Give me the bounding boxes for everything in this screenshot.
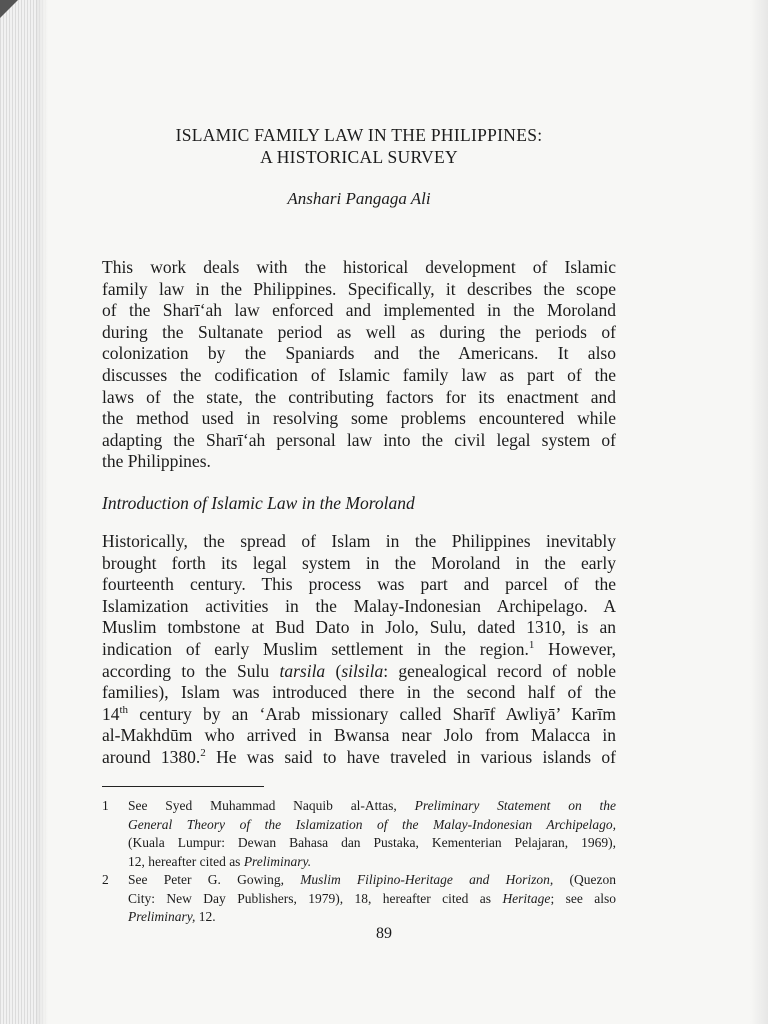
citation-short: Heritage xyxy=(502,890,551,906)
body-line: Islamization activities in the Malay-Indonesian Archipelago. A xyxy=(102,595,616,616)
text-run: 12. xyxy=(195,909,216,925)
text-run: City: New Day Publishers, 1979), 18, hereafter cited as xyxy=(128,890,503,906)
book-binding-shadow xyxy=(0,0,48,1024)
citation-title: General Theory of the Islamization of the Malay-Indonesian Archipelago, xyxy=(128,816,616,832)
footnote-line: (Kuala Lumpur: Dewan Bahasa dan Pustaka, Kementerian Pelajaran, 1969), xyxy=(128,835,616,851)
abstract-line: This work deals with the historical development of Islamic xyxy=(102,257,616,277)
author-name: Anshari Pangaga Ali xyxy=(287,189,431,208)
citation-title: Muslim Filipino-Heritage and Horizon, xyxy=(300,872,554,888)
ordinal-suffix: th xyxy=(119,703,129,716)
body-line: brought forth its legal system in the Moroland in the early xyxy=(102,552,616,573)
body-paragraph xyxy=(102,531,616,769)
footnote-line xyxy=(128,816,616,835)
section-heading: Introduction of Islamic Law in the Moroland xyxy=(102,492,415,513)
text-run: See Syed Muhammad Naquib al-Attas, xyxy=(128,798,415,814)
text-run: ; see also xyxy=(550,890,616,906)
abstract-line: adapting the Sharī‘ah personal law into the civil legal system of xyxy=(102,429,616,450)
abstract-line: during the Sultanate period as well as during the periods of xyxy=(102,321,616,342)
body-line: fourteenth century. This process was part and parcel of the xyxy=(102,574,616,595)
text-run: around 1380. xyxy=(102,746,201,767)
footnote-line xyxy=(128,871,616,890)
text-run: 14 xyxy=(102,703,120,724)
footnote-1 xyxy=(102,797,616,871)
text-run: century by an ‘Arab missionary called Sharīf Awliyā’ Karīm xyxy=(128,703,616,724)
page-number: 89 xyxy=(376,925,392,942)
title-line-1: ISLAMIC FAMILY LAW IN THE PHILIPPINES: xyxy=(175,125,543,145)
abstract-line: colonization by the Spaniards and the Americans. It also xyxy=(102,343,616,364)
text-run: 12, hereafter cited as xyxy=(128,853,244,869)
footnote-ref-2[interactable]: 2 xyxy=(200,747,206,760)
page-edge-shadow xyxy=(750,0,768,1024)
text-run: He was said to have traveled in various islands of xyxy=(205,746,616,767)
body-line xyxy=(102,704,616,726)
abstract-paragraph xyxy=(102,257,616,473)
citation-short: Preliminary. xyxy=(243,853,312,869)
abstract-line: of the Sharī‘ah law enforced and implemented in the Moroland xyxy=(102,300,616,321)
footnote-number: 2 xyxy=(102,872,109,888)
abstract-line: the method used in resolving some problems encountered while xyxy=(102,408,616,429)
text-run: according to the Sulu xyxy=(102,660,280,681)
abstract-line: family law in the Philippines. Specifically, it describes the scope xyxy=(102,278,616,299)
footnote-ref-1[interactable]: 1 xyxy=(528,639,535,652)
citation-short: Preliminary, xyxy=(128,909,196,925)
body-line: Muslim tombstone at Bud Dato in Jolo, Sulu, dated 1310, is an xyxy=(102,617,616,638)
text-run: ( xyxy=(325,660,342,681)
citation-title: Preliminary Statement on the xyxy=(414,798,616,814)
footnote-body xyxy=(128,797,616,871)
abstract-line: the Philippines. xyxy=(102,451,211,472)
term-tarsila: tarsila xyxy=(279,660,326,681)
text-run: : genealogical record of noble xyxy=(383,660,617,681)
abstract-line: discusses the codification of Islamic family law as part of the xyxy=(102,364,616,385)
page-content xyxy=(102,124,616,927)
footnote-line xyxy=(128,797,616,816)
body-line: families), Islam was introduced there in the second half of the xyxy=(102,682,616,703)
abstract-line: laws of the state, the contributing factors for its enactment and xyxy=(102,386,616,407)
article-title xyxy=(102,124,616,168)
footnote-body xyxy=(128,871,616,927)
footnote-number: 1 xyxy=(102,798,109,814)
body-line xyxy=(102,639,616,661)
footnote-line xyxy=(128,890,616,909)
term-silsila: silsila xyxy=(341,660,384,681)
body-line: al-Makhdūm who arrived in Bwansa near Jolo from Malacca in xyxy=(102,725,616,746)
footnote-divider xyxy=(102,786,264,787)
body-line xyxy=(102,661,616,683)
footnote-2 xyxy=(102,871,616,927)
footnote-line xyxy=(128,853,616,872)
text-run: However, xyxy=(534,638,616,659)
text-run: See Peter G. Gowing, xyxy=(128,872,301,888)
footnotes xyxy=(102,797,616,927)
page-corner xyxy=(0,0,18,18)
body-line xyxy=(102,747,616,769)
text-run: (Quezon xyxy=(553,872,616,888)
text-run: indication of early Muslim settlement in the region. xyxy=(102,638,529,659)
body-line: Historically, the spread of Islam in the Philippines inevitably xyxy=(102,530,616,551)
title-line-2: A HISTORICAL SURVEY xyxy=(260,147,458,167)
